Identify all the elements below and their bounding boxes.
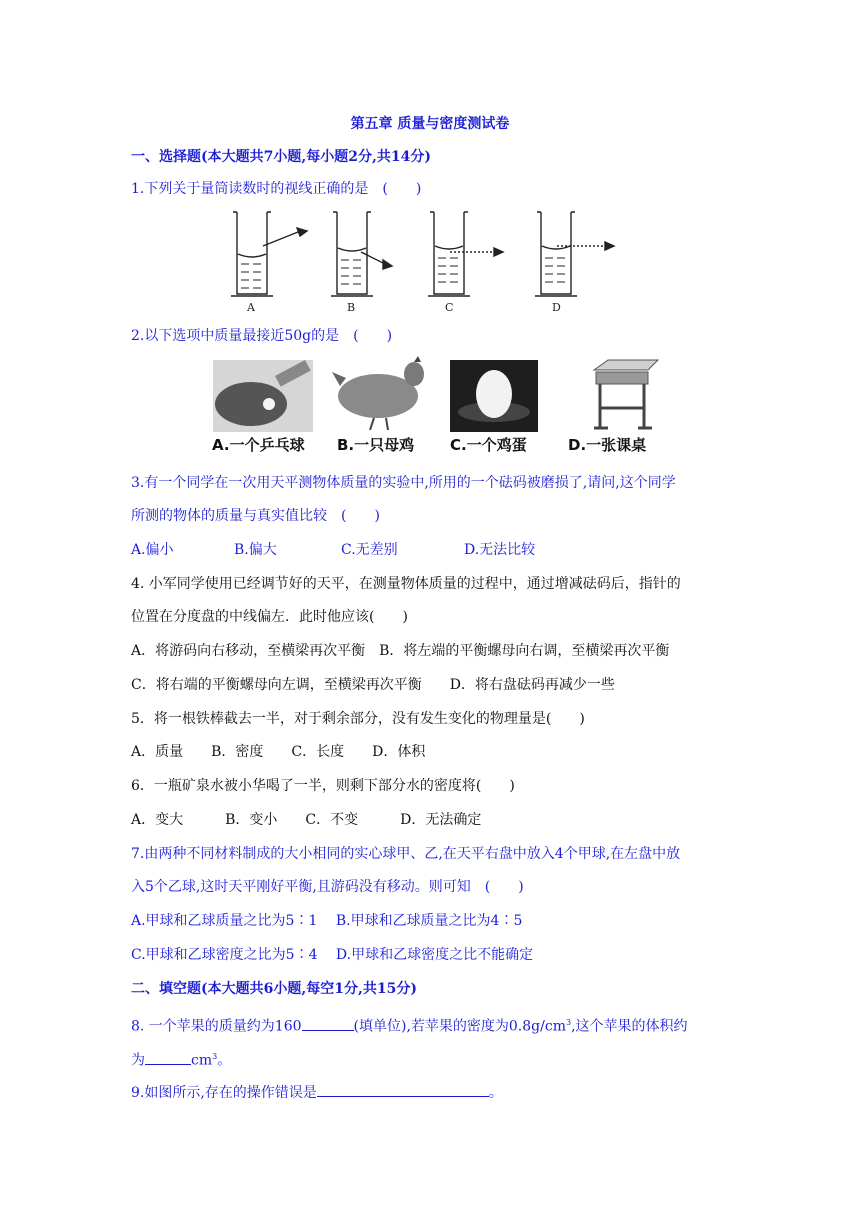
question-5-options: A．质量 B．密度 C．长度 D．体积 — [131, 744, 426, 760]
question-8-line-2 — [131, 1048, 231, 1070]
egg-image — [450, 360, 538, 432]
hen-image — [330, 356, 436, 430]
q8-line2-text-c: 。 — [217, 1052, 232, 1069]
question-4-line-1: 4. 小军同学使用已经调节好的天平，在测量物体质量的过程中，通过增减砝码后，指针的 — [131, 576, 681, 592]
question-7-options-ab: A.甲球和乙球质量之比为5∶1 B.甲球和乙球质量之比为4∶5 — [131, 913, 523, 929]
question-1: 1.下列关于量筒读数时的视线正确的是 ( ) — [131, 181, 422, 197]
q8-line2-text-b: cm — [191, 1052, 213, 1069]
caption-ping-pong: A.一个乒乓球 — [212, 436, 305, 454]
question-3-line-1: 3.有一个同学在一次用天平测物体质量的实验中,所用的一个砝码被磨损了,请问,这个同学 — [131, 475, 676, 491]
cylinder-d — [535, 212, 614, 296]
question-7-line-1: 7.由两种不同材料制成的大小相同的实心球甲、乙,在天平右盘中放入4个甲球,在左盘中放 — [131, 846, 681, 862]
q3-option-a: A.偏小 — [131, 542, 174, 558]
question-8-line-1 — [131, 1014, 688, 1036]
q8-text-b: (填单位),若苹果的密度为0.8g/cm — [353, 1018, 566, 1035]
q8-superscript: 3 — [565, 1018, 572, 1027]
question-7-line-2: 入5个乙球,这时天平刚好平衡,且游码没有移动。则可知 ( ) — [131, 879, 524, 895]
cylinder-b — [331, 212, 392, 296]
question-2: 2.以下选项中质量最接近50g的是 ( ) — [131, 328, 393, 344]
question-9 — [131, 1082, 503, 1102]
question-3-line-2: 所测的物体的质量与真实值比较 ( ) — [131, 508, 380, 524]
q8-text-a: 8. 一个苹果的质量约为160 — [131, 1018, 302, 1035]
ping-pong-paddle-image — [213, 360, 313, 432]
section-fill-heading: 二、填空题(本大题共6小题,每空1分,共15分) — [131, 981, 417, 997]
caption-hen: B.一只母鸡 — [337, 436, 415, 454]
cylinder-c — [428, 212, 503, 296]
cylinder-label-a: A — [247, 301, 255, 314]
cylinder-label-d: D — [552, 301, 561, 314]
caption-egg: C.一个鸡蛋 — [450, 436, 527, 454]
q8-blank-1[interactable] — [302, 1016, 354, 1031]
q3-option-b: B.偏大 — [234, 542, 277, 558]
caption-desk: D.一张课桌 — [568, 436, 647, 454]
question-6-options: A．变大 B．变小 C．不变 D．无法确定 — [131, 812, 482, 828]
question-4-options-ab: A．将游码向右移动，至横梁再次平衡 B．将左端的平衡螺母向右调，至横梁再次平衡 — [131, 643, 670, 659]
question-6: 6．一瓶矿泉水被小华喝了一半，则剩下部分水的密度将( ) — [131, 778, 515, 794]
question-4-options-cd: C．将右端的平衡螺母向左调，至横梁再次平衡 D．将右盘砝码再减少一些 — [131, 677, 615, 693]
school-desk-image — [588, 358, 662, 432]
q3-option-d: D.无法比较 — [464, 542, 536, 558]
cylinder-reading-figure — [225, 208, 625, 316]
q8-blank-2[interactable] — [145, 1050, 191, 1065]
q8-line2-text-a: 为 — [131, 1052, 145, 1069]
cylinder-label-b: B — [347, 301, 356, 314]
q8-text-c: ,这个苹果的体积约 — [571, 1018, 688, 1035]
q9-text-a: 9.如图所示,存在的操作错误是 — [131, 1085, 317, 1101]
q9-text-b: 。 — [488, 1085, 503, 1101]
cylinder-label-c: C — [445, 301, 454, 314]
section-choice-heading: 一、选择题(本大题共7小题,每小题2分,共14分) — [131, 149, 431, 165]
q8-line2-superscript: 3 — [212, 1052, 218, 1061]
question-7-options-cd: C.甲球和乙球密度之比为5∶4 D.甲球和乙球密度之比不能确定 — [131, 947, 534, 963]
page-title: 第五章 质量与密度测试卷 — [350, 116, 510, 132]
q9-blank[interactable] — [317, 1082, 489, 1097]
q3-option-c: C.无差别 — [341, 542, 398, 558]
question-5: 5．将一根铁棒截去一半，对于剩余部分，没有发生变化的物理量是( ) — [131, 711, 585, 727]
question-4-line-2: 位置在分度盘的中线偏左．此时他应该( ) — [131, 609, 408, 625]
cylinder-a — [231, 212, 307, 296]
